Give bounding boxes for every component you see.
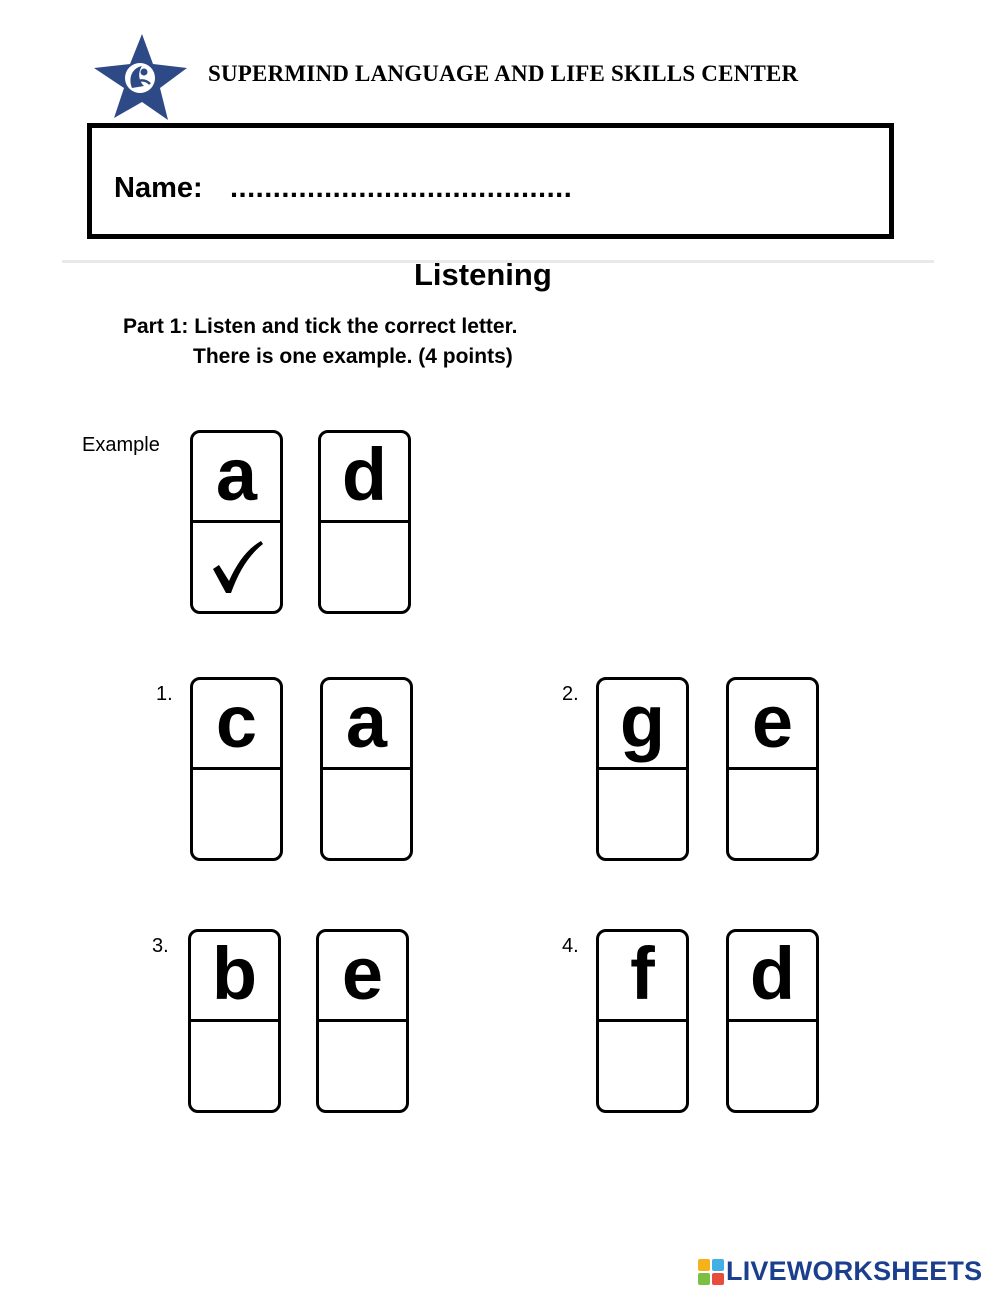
name-field-box: [87, 123, 894, 239]
tick-box[interactable]: [191, 1022, 278, 1110]
q2-card-2: [726, 677, 819, 861]
card-letter: d: [749, 931, 796, 1015]
tick-box[interactable]: [319, 1022, 406, 1110]
question-3-label: 3.: [152, 935, 169, 957]
tick-box[interactable]: [193, 770, 280, 858]
tick-box[interactable]: [599, 1022, 686, 1110]
liveworksheets-logo: [698, 1256, 982, 1287]
question-2-label: 2.: [562, 683, 579, 705]
card-letter: a: [345, 679, 388, 763]
q3-card-1: [188, 929, 281, 1113]
card-letter: a: [215, 432, 258, 516]
question-4-label: 4.: [562, 935, 579, 957]
footer-brand: LIVEWORKSHEETS: [726, 1256, 983, 1286]
liveworksheets-mark-icon: [698, 1259, 724, 1285]
q4-card-2: [726, 929, 819, 1113]
q1-card-1: [190, 677, 283, 861]
tick-box[interactable]: [323, 770, 410, 858]
card-letter: c: [215, 679, 258, 763]
question-1-label: 1.: [156, 683, 173, 705]
tick-box: [193, 523, 280, 611]
star-logo-icon: [92, 32, 188, 122]
example-card-d: [318, 430, 411, 614]
card-letter: b: [211, 931, 258, 1015]
card-letter: f: [630, 931, 655, 1015]
q2-card-1: [596, 677, 689, 861]
example-card-a: [190, 430, 283, 614]
tick-box: [321, 523, 408, 611]
example-label: Example: [82, 434, 160, 456]
q4-card-1: [596, 929, 689, 1113]
q1-card-2: [320, 677, 413, 861]
card-letter: e: [751, 679, 794, 763]
name-blank[interactable]: ........................................: [230, 172, 573, 204]
tick-box[interactable]: [729, 1022, 816, 1110]
tick-box[interactable]: [599, 770, 686, 858]
tick-box[interactable]: [729, 770, 816, 858]
q3-card-2: [316, 929, 409, 1113]
school-name: SUPERMIND LANGUAGE AND LIFE SKILLS CENTER: [208, 61, 799, 86]
instruction-line-1: Part 1: Listen and tick the correct letter.: [123, 315, 518, 338]
section-title: Listening: [414, 257, 552, 292]
card-letter: d: [341, 432, 388, 516]
name-label: Name:: [114, 172, 203, 204]
instruction-line-2: There is one example. (4 points): [193, 345, 513, 368]
card-letter: e: [341, 931, 384, 1015]
checkmark-icon: [209, 537, 265, 597]
card-letter: g: [619, 679, 666, 763]
